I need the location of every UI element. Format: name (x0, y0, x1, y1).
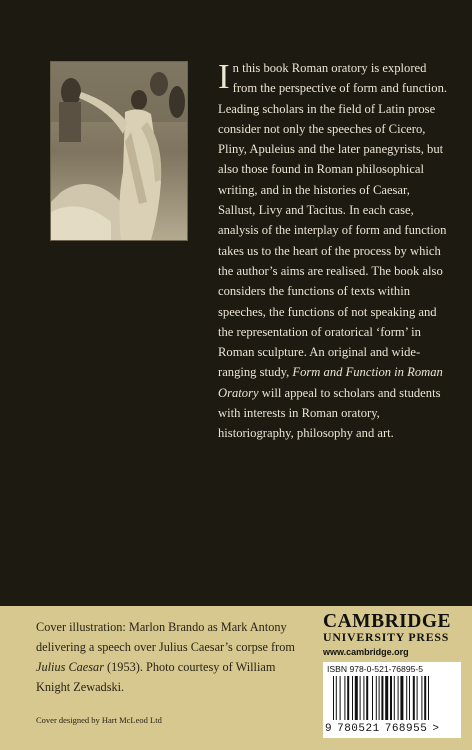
blurb-text-1: n this book Roman oratory is explored from the perspective of form and function. Leading scholars in the field of Latin prose consider not only the speeches of Cicero, Pliny, Apuleius and the later panegyrists, but also those found in Roman philosophical writing, and in the histories of Caesar, Sallust, Livy and Tacitus. In each case, analysis of the interplay of form and function takes us to the heart of the process by which the author’s aims are realised. The book also considers the functions of texts within speeches, the functions of not speaking and the representation of oratorical ‘form’ in Roman sculpture. An original and wide-ranging study, (218, 61, 448, 380)
book-title: Form and Function in Roman Oratory (218, 365, 443, 400)
credit-text-2: (1953). Photo courtesy of William Knight Zewadski. (36, 660, 276, 694)
barcode-digits (325, 723, 461, 735)
blurb-text-2: will appeal to scholars and students with interests in Roman oratory, historiography, philosophy and art. (218, 385, 441, 441)
isbn-label: ISBN 978-0-521-76895-5 (327, 664, 424, 674)
blurb-paragraph (218, 58, 450, 444)
barcode-digits-group2: 768955 (384, 723, 428, 735)
photo-illustration (51, 62, 187, 240)
publisher-block (323, 612, 459, 657)
drop-cap: I (218, 57, 230, 96)
isbn-box (323, 662, 461, 738)
blurb (218, 58, 450, 444)
barcode-icon (333, 676, 457, 728)
publisher-press: UNIVERSITY PRESS (323, 630, 450, 644)
publisher-name: CAMBRIDGE (323, 611, 452, 632)
credit-text-1: Cover illustration: Marlon Brando as Mark Antony delivering a speech over Julius Caesar’s corpse from (36, 620, 295, 654)
cover-photo (50, 61, 188, 241)
barcode-digits-group1: 780521 (337, 723, 380, 735)
barcode-digit-end: > (432, 723, 440, 735)
publisher-url: www.cambridge.org (323, 647, 409, 657)
designer-credit: Cover designed by Hart McLeod Ltd (36, 715, 162, 725)
cover-credit (36, 617, 306, 697)
barcode-digit-first: 9 (325, 723, 333, 735)
film-title: Julius Caesar (36, 660, 104, 674)
